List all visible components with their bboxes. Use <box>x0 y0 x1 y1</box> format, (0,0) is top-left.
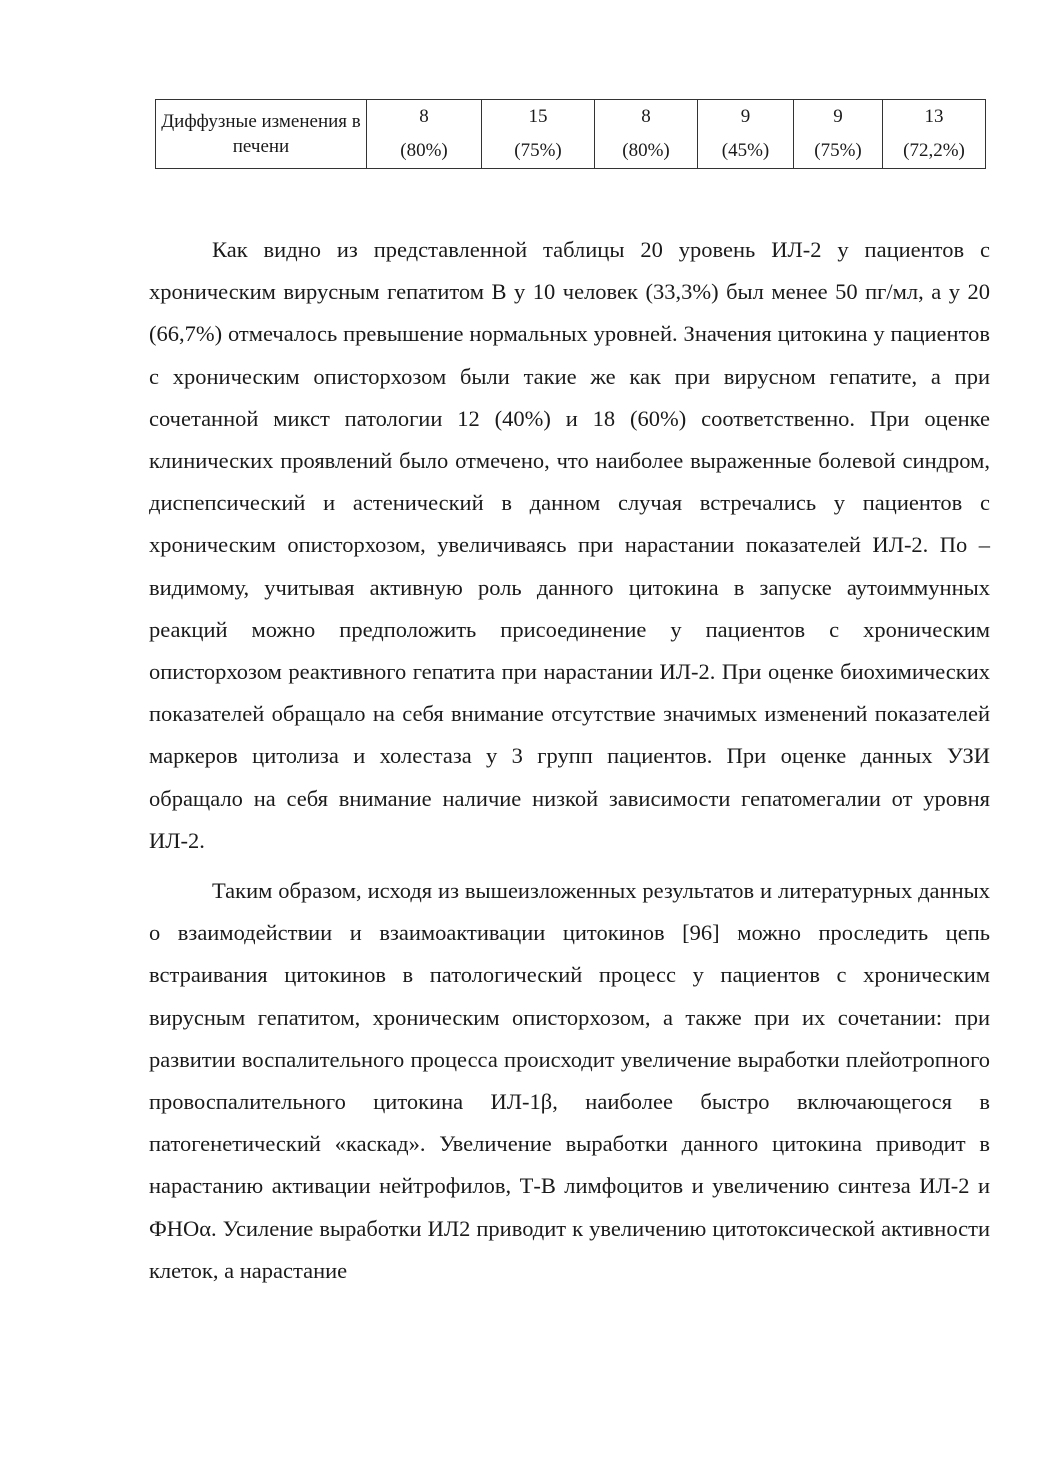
table-cell <box>883 100 986 169</box>
cell-count: 13 <box>924 106 944 127</box>
cell-percent: (75%) <box>814 140 862 161</box>
paragraph: Как видно из представленной таблицы 20 уровень ИЛ-2 у пациентов с хроническим вирусным гепатитом В у 10 человек (33,3%) был менее 50 пг/мл, а у 20 (66,7%) отмечалось превышение нормальных уровней. Значения цитокина у пациентов с хроническим описторхозом были такие же как при вирусном гепатите, а при сочетанной микст патологии 12 (40%) и 18 (60%) соответственно. При оценке клинических проявлений было отмечено, что наиболее выраженные болевой синдром, диспепсический и астенический в данном случая встречались у пациентов с хроническим описторхозом, увеличиваясь при нарастании показателей ИЛ-2. По – видимому, учитывая активную роль данного цитокина в запуске аутоиммунных реакций можно предположить присоединение у пациентов с хроническим описторхозом реактивного гепатита при нарастании ИЛ-2. При оценке биохимических показателей обращало на себя внимание отсутствие значимых изменений показателей маркеров цитолиза и холестаза у 3 групп пациентов. При оценке данных УЗИ обращало на себя внимание наличие низкой зависимости гепатомегалии от уровня ИЛ-2. <box>149 237 990 853</box>
table-cell <box>482 100 595 169</box>
paragraph: Таким образом, исходя из вышеизложенных результатов и литературных данных о взаимодействии и взаимоактивации цитокинов [96] можно проследить цепь встраивания цитокинов в патологический процесс у пациентов с хроническим вирусным гепатитом, хроническим описторхозом, а также при их сочетании: при развитии воспалительного процесса происходит увеличение выработки плейотропного провоспалительного цитокина ИЛ-1β, наиболее быстро включающегося в патогенетический «каскад». Увеличение выработки данного цитокина приводит в нарастанию активации нейтрофилов, Т-В лимфоцитов и увеличению синтеза ИЛ-2 и ФНОα. Усиление выработки ИЛ2 приводит к увеличению цитотоксической активности клеток, а нарастание <box>149 878 990 1283</box>
table-cell <box>698 100 794 169</box>
cell-percent: (45%) <box>721 140 770 161</box>
cell-count: 15 <box>528 106 548 127</box>
cell-count: 9 <box>740 106 751 127</box>
table-cell <box>367 100 482 169</box>
table-row-label: Диффузные изменения в печени <box>156 100 367 169</box>
cell-count: 8 <box>419 106 429 127</box>
body-text <box>149 229 990 1292</box>
cell-percent: (80%) <box>400 140 448 161</box>
table-cell <box>595 100 698 169</box>
cell-percent: (72,2%) <box>903 140 965 161</box>
cell-percent: (75%) <box>514 140 562 161</box>
table-cell <box>794 100 883 169</box>
results-table-fragment <box>155 99 986 169</box>
cell-percent: (80%) <box>622 140 670 161</box>
cell-count: 9 <box>833 106 843 127</box>
cell-count: 8 <box>641 106 651 127</box>
table-row <box>156 100 986 169</box>
